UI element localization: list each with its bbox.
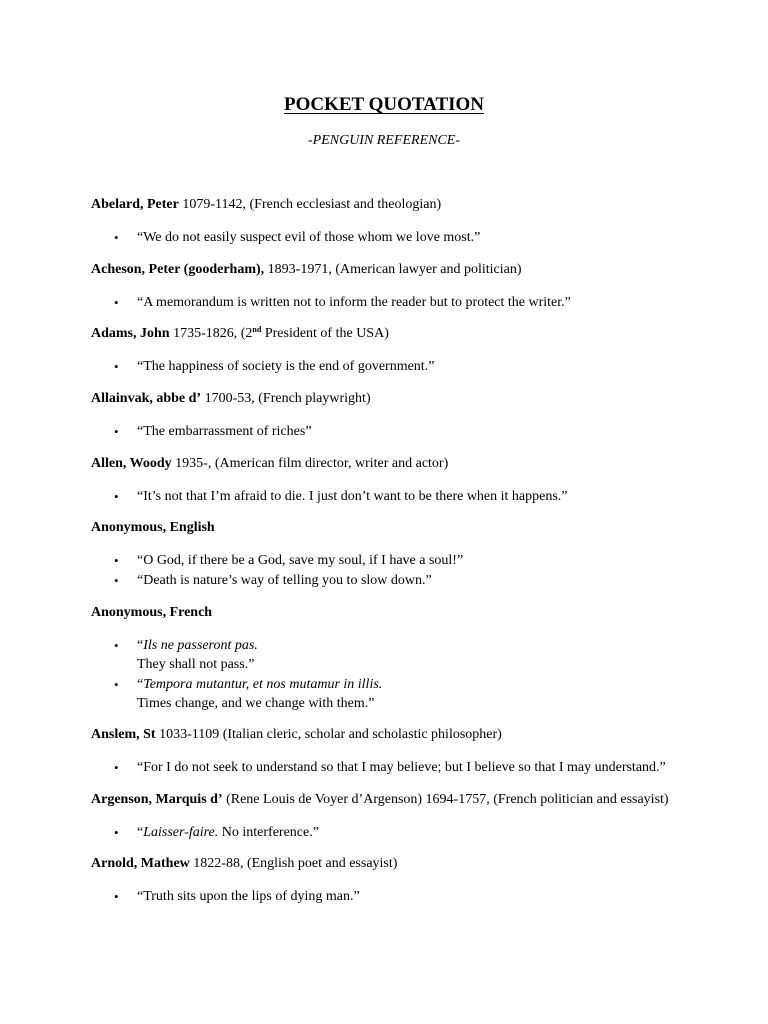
entry-heading-allainvak [91, 390, 371, 408]
entry-heading-abelard [91, 196, 441, 214]
author-details: 1735-1826, (2 [169, 326, 253, 341]
author-name: Allainvak, abbe d’ [91, 391, 202, 406]
bullet-icon: • [114, 573, 119, 588]
author-details: (Rene Louis de Voyer d’Argenson) 1694-1757, (French politician and essayist) [222, 792, 669, 807]
quote-item [114, 676, 383, 694]
quote-item [114, 552, 464, 570]
quote-item [114, 294, 571, 312]
bullet-icon: • [114, 760, 119, 775]
quote-open-mark: “ [137, 825, 144, 840]
quote-item [114, 888, 360, 906]
author-name: Adams, John [91, 326, 170, 341]
quote-translation-line [137, 695, 374, 713]
quote-translation: They shall not pass.” [137, 657, 255, 672]
author-details: 1033-1109 (Italian cleric, scholar and scholastic philosopher) [155, 727, 502, 742]
quote-item [114, 824, 319, 842]
quote-original: Ils ne passeront pas. [143, 638, 258, 653]
quote-italic-term: Laisser-faire. [143, 825, 219, 840]
document-subtitle: -PENGUIN REFERENCE- [307, 133, 461, 148]
quote-item [114, 423, 312, 441]
entry-heading-acheson [91, 261, 522, 279]
entry-heading-arnold [91, 855, 397, 873]
author-name: Arnold, Mathew [91, 856, 190, 871]
entry-heading-anonymous-french [91, 604, 212, 622]
entry-heading-anonymous-english [91, 519, 215, 537]
bullet-icon: • [114, 638, 119, 653]
bullet-icon: • [114, 295, 119, 310]
bullet-icon: • [114, 230, 119, 245]
quote-text: “O God, if there be a God, save my soul, if I have a soul!” [137, 553, 464, 568]
author-details: 1893-1971, (American lawyer and politician) [264, 262, 522, 277]
ordinal-suffix: nd [252, 325, 262, 334]
quote-item [114, 572, 432, 590]
quote-text: “We do not easily suspect evil of those whom we love most.” [137, 230, 481, 245]
quote-text-rest: No interference.” [218, 825, 319, 840]
author-name: Abelard, Peter [91, 197, 179, 212]
author-name: Anslem, St [91, 727, 156, 742]
bullet-icon: • [114, 677, 119, 692]
author-name: Allen, Woody [91, 456, 172, 471]
quote-item [114, 759, 666, 777]
quote-item [114, 229, 481, 247]
quote-text: “The embarrassment of riches” [137, 424, 312, 439]
quote-text: “A memorandum is written not to inform the reader but to protect the writer.” [137, 295, 571, 310]
quote-text: “It’s not that I’m afraid to die. I just don’t want to be there when it happens.” [137, 489, 568, 504]
quote-open-mark: “ [137, 638, 144, 653]
bullet-icon: • [114, 359, 119, 374]
author-name: Argenson, Marquis d’ [91, 792, 223, 807]
quote-text: “Truth sits upon the lips of dying man.” [137, 889, 360, 904]
entry-heading-argenson [91, 791, 669, 809]
bullet-icon: • [114, 424, 119, 439]
author-name: Anonymous, French [91, 605, 213, 620]
author-details: 1935-, (American film director, writer and actor) [171, 456, 449, 471]
quote-translation-line [137, 656, 254, 674]
quote-translation: Times change, and we change with them.” [137, 696, 375, 711]
document-title: POCKET QUOTATION [283, 94, 485, 115]
quote-text: “Death is nature’s way of telling you to slow down.” [137, 573, 432, 588]
author-name: Anonymous, English [91, 520, 215, 535]
bullet-icon: • [114, 825, 119, 840]
quote-text: “For I do not seek to understand so that I may believe; but I believe so that I may understand.” [137, 760, 666, 775]
quote-text: “The happiness of society is the end of government.” [137, 359, 435, 374]
quote-item [114, 637, 258, 655]
bullet-icon: • [114, 553, 119, 568]
author-details: 1822-88, (English poet and essayist) [189, 856, 398, 871]
author-details: 1700-53, (French playwright) [201, 391, 371, 406]
entry-heading-anslem [91, 726, 502, 744]
quote-original: Tempora mutantur, et nos mutamur in illis. [143, 677, 383, 692]
author-details-rest: President of the USA) [261, 326, 389, 341]
quote-item [114, 358, 435, 376]
quote-item [114, 488, 568, 506]
quote-open-mark: “ [137, 677, 144, 692]
author-details: 1079-1142, (French ecclesiast and theologian) [178, 197, 442, 212]
entry-heading-adams [91, 325, 389, 343]
entry-heading-allen [91, 455, 448, 473]
bullet-icon: • [114, 889, 119, 904]
bullet-icon: • [114, 489, 119, 504]
author-name: Acheson, Peter (gooderham), [91, 262, 265, 277]
